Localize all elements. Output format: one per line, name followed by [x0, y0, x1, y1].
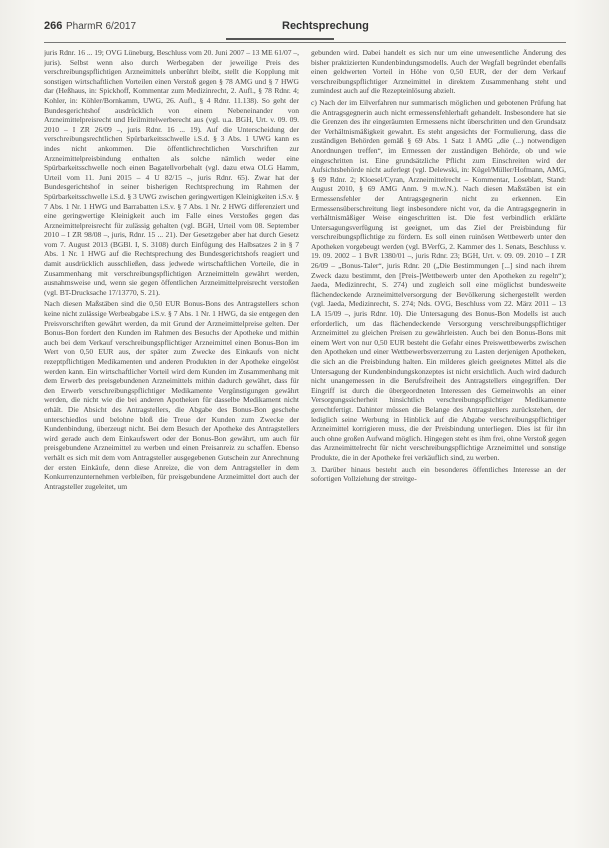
paragraph: gebunden wird. Dabei handelt es sich nur um eine unwesentliche Änderung des bisher praktizierten Kundenbindungsmodells. Auch der Wegfall begründet ebenfalls einen geldwerten Vorteil in Höhe von 0,50 EUR, der der dem Verkauf verschreibungspflichtiger Arzneimittel in direktem Zusammenhang steht und zumindest auch auf die Rezepteinlösung abzielt.: [311, 48, 566, 96]
paragraph: Nach diesen Maßstäben sind die 0,50 EUR Bonus-Bons des Antragstellers schon keine nicht zulässige Werbeabgabe i.S.v. § 7 Abs. 1 Nr. 1 HWG, da sie entgegen den Preisvorschriften gewährt werden, da mit Grund der Arzneimittelpreise gelten. Der Bonus-Bon fordert den Kunden im Rahmen des Besuchs der Apotheke und mithin auch bei dem Verkauf verschreibungspflichtiger Arzneimittel einen Bonus-Bon im Wert von 0,50 EUR aus, der später zum Zwecke des Einkaufs von nicht rezeptpflichtigen Medikamenten und anderen Produkten in der Apotheke eingelöst werden kann. Ein wirtschaftlicher Vorteil wird dem Kunden im Zusammenhang mit dem Erwerb des preisgebundenen Arzneimittels mithin dadurch gewährt, dass für den Erwerb verschreibungspflichtiger Medikamente Vergünstigungen gewährt werden, die nicht wie die bei anderen Apotheken für dasselbe Medikament nicht erhält. Die Absicht des Antragstellers, die Abgabe des Bonus-Bon geschehe unterschiedlos und belohne bloß die Treue der Kunden zum Zwecke der Kundenbindung, überzeugt nicht. Bei dem Besuch der Apotheke des Antragstellers wird gerade auch dem Einkaufswert oder der Bonus-Bon gewährt, um auch für preisgebundene Arzneimittel zu werben und einen Preisanreiz zu schaffen. Ebenso verhält es sich mit dem vom Antragsteller ausgegebenen Gutschein zur Anrechnung der ersten Einkäufe, denn diese Anreize, die von dem Antragsteller in dem Konkurrenzunternehmen verbleiben, für preisgebundene Arzneimittel dort auch der Antragsteller zugeleitet, um: [44, 299, 299, 491]
paragraph: c) Nach der im Eilverfahren nur summarisch möglichen und gebotenen Prüfung hat die Antragsgegnerin auch nicht ermessensfehlerhaft gehandelt. Insbesondere hat sie die Grenzen des ihr eingeräumten Ermessens nicht überschritten und den Grundsatz der Verhältnismäßigkeit gewahrt. Es steht angesichts der Formulierung, dass die zuständigen Behörden gemäß § 69 Abs. 1 Satz 1 AMG „die (...) notwendigen Anordnungen treffen“, im Ermessen der zuständigen Behörde, ob und wie eingeschritten ist. Eine grundsätzliche Pflicht zum Einschreiten wird der Aufsichtsbehörde nicht auferlegt (vgl. Delewski, in: Kügel/Müller/Hofmann, AMG, § 69 Rdnr. 2; Kloesel/Cyran, Arzneimittelrecht – Kommentar, Loseblatt, Stand: August 2010, § 69 AMG Anm. 9 m.w.N.). Nach diesen Maßstäben ist ein Ermessensfehler der Antragsgegnerin nicht zu erkennen. Ein Ermessensüberschreitung liegt insbesondere nicht vor, da die Antragsgegnerin in verhältnismäßiger Weise eingeschritten ist. Die fest verbindlich erklärte Untersagungsverfügung ist geeignet, um das Ziel der Preisbindung für verschreibungspflichtige zu fördern. Es soll einen ruinösen Wettbewerb unter den Apotheken vorgebeugt werden (vgl. BVerfG, 2. Kammer des 1. Senats, Beschluss v. 19. 09. 2002 – 1 BvR 1380/01 –, juris Rdnr. 23; BGH, Urt. v. 09. 09. 2010 – I ZR 26/09 – „Bonus-Taler“, juris Rdnr. 20 („Die Bestimmungen [...] sind nach ihrem Zweck dazu bestimmt, den [Preis-]Wettbewerb unter den Apotheken zu regeln“); Jaeda, Medizinrecht, S. 274) und zugleich soll eine möglichst bundesweite flächendeckende Arzneimittelversorgung der Bevölkerung sichergestellt werden (vgl. Jaeda, Medizinrecht, S. 274; Nds. OVG, Beschluss vom 22. März 2011 – 13 LA 15/09 –, juris Rdnr. 10). Die Untersagung des Bonus-Bon Modells ist auch erforderlich, um das flächendeckende Versorgung verschreibungspflichtiger Arzneimittel zu gleichen Preisen zu gewährleisten. Auch bei den Bonus-Bons mit einem Wert von nur 0,50 EUR besteht die Gefahr eines Preiswettbewerbs zwischen den Apotheken und einer Wettbewerbsverzerrung zu Lasten derjenigen Apotheken, die sich an die Preisbindung halten. Ein milderes gleich geeignetes Mittel als die Untersagung der Kundenbindungskonzeptes ist nicht ersichtlich. Auch wird dadurch nicht unangemessen in die Berufsfreiheit des Antragstellers eingegriffen. Der Eingriff ist durch die übergeordneten Interessen des Gemeinwohls an einer Versorgungssicherheit hinsichtlich verschreibungspflichtiger Medikamente gerechtfertigt. Dahinter müssen die Belange des Antragstellers zurückstehen, der lediglich seine Werbung in Hinblick auf die Abgabe verschreibungspflichtiger Arzneimittel korrigieren muss, die der Preisbindung unterliegen. Dies ist für ihn auch ohne großen Aufwand möglich. Hingegen steht es ihm frei, ohne Verstoß gegen das Arzneimittelrecht für nicht verschreibungspflichtige Arzneimittel und sonstige Produkte, die in der Apotheke frei verkäuflich sind, zu werben.: [311, 97, 566, 462]
paragraph: 3. Darüber hinaus besteht auch ein besonderes öffentliches Interesse an der sofortigen Vollziehung der streitge-: [311, 464, 566, 484]
page-number: 266: [44, 20, 63, 32]
paragraph: juris Rdnr. 16 ... 19; OVG Lüneburg, Beschluss vom 20. Juni 2007 – 13 ME 61/07 –, juris). Selbst wenn also durch Werbegaben der jeweilige Preis des verschreibungspflichtigen Arzneimittels unberührt bleibt, stellt die Kopplung mit sonstigen wirtschaftlichen Vorteilen einen Verstoß gegen § 78 AMG und § 7 HWG dar (Heßhaus, in: Spickhoff, Kommentar zum Medizinrecht, 2. Aufl., § 78 Rdnr. 4; Kohler, in: Köhler/Bornkamm, UWG, 26. Aufl., § 4 Rdnr. 11.138). So geht der Bundesgerichtshof ausdrücklich von einem Nebeneinander von Arzneimittelpreisrecht und Heilmittelwerberecht aus (vgl. u.a. BGH, Urt. v. 09. 09. 2010 – I ZR 26/09 –, juris Rdnr. 16 ... 19). Auf die Unterscheidung der verschreibungsrechtlichen Spürbarkeitsschwelle i.S.d. § 3 Abs. 1 UWG kann es indes nicht ankommen. Die öffentlichrechtlichen Vorschriften zur Arzneimittelpreisbindung enthalten als solche nämlich weder eine Spürbarkeitsschwelle noch einen Bagatellvorbehalt (vgl. dazu etwa OLG Hamm, Urteil vom 11. Juni 2015 – 4 U 82/15 –, juris Rdnr. 65). Zwar hat der Bundesgerichtshof in seiner bisherigen Rechtsprechung im Rahmen der Spürbarkeitsschwelle i.S.d. § 3 UWG zwischen geringwertigen Kleinigkeiten i.S.v. § 7 Abs. 1 Nr. 1 HWG und Barrabatten i.S.v. § 7 Abs. 1 Nr. 2 HWG differenziert und eine geringwertige Kleinigkeit auch im Falle eines Verstoßes gegen das Arzneimittelpreisrecht für zulässig gehalten (vgl. BGH, Urteil vom 08. September 2010 – I ZR 98/08 –, juris, Rdnr. 15 ... 21). Der Gesetzgeber aber hat durch Gesetz vom 7. August 2013 (BGBl. I, S. 3108) durch Einfügung des Halbsatzes 2 in § 7 Abs. 1 Nr. 1 HWG auf die Rechtsprechung des Bundesgerichtshofs reagiert und damit ausdrücklich ausschließen, dass jedwede wirtschaftlichen Vorteile, die in Zusammenhang mit verschreibungspflichtigen Arzneimitteln gewährt werden, ausnahmsweise und, wenn sie gegen öffentlichen Arzneimittelpreisrecht verstoßen (vgl. BT-Drucksache 17/13770, S. 21).: [44, 48, 299, 297]
right-column: [311, 48, 566, 838]
left-column: [44, 48, 299, 838]
section-underline: [226, 38, 334, 40]
journal-reference: PharmR 6/2017: [66, 21, 137, 32]
section-title: Rechtsprechung: [282, 20, 369, 32]
header-rule: [44, 42, 566, 43]
